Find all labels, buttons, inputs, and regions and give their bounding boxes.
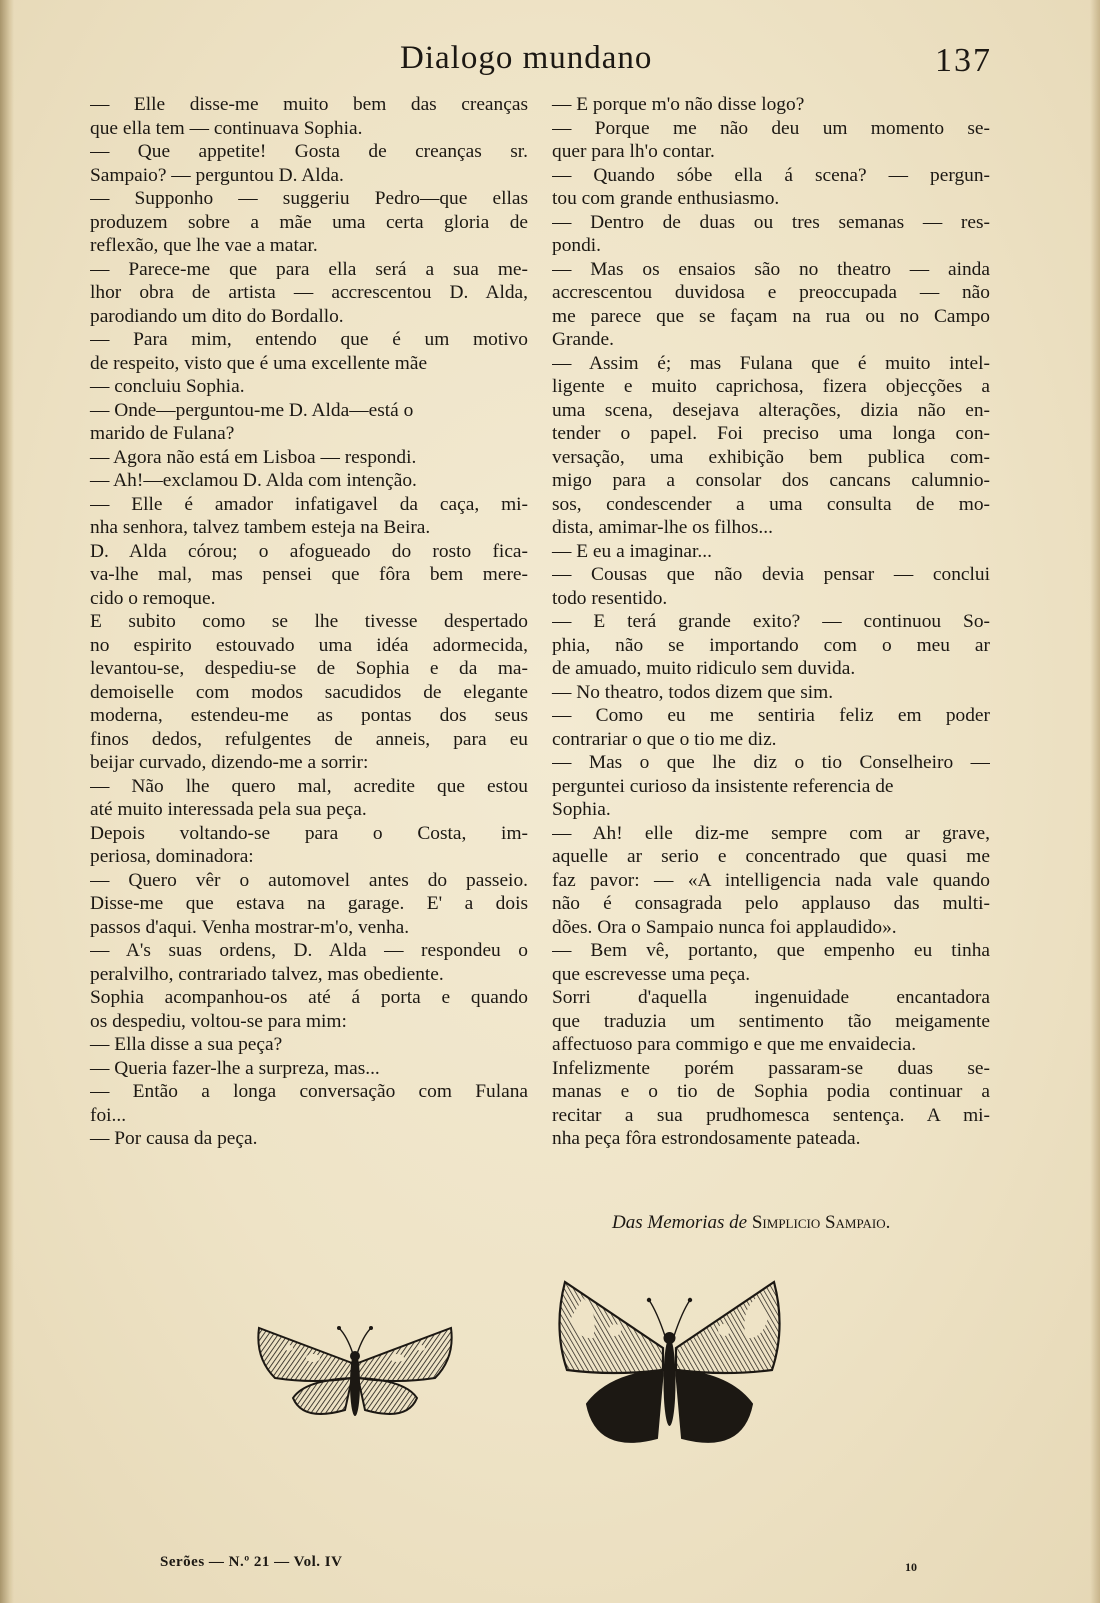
text-line: de respeito, visto que é uma excellente mãe [90, 352, 428, 374]
text-line: marido de Fulana? [90, 423, 235, 444]
text-line: va-lhe mal, mas pensei que fôra bem mere- [90, 564, 528, 585]
text-line: — E porque m'o não disse logo? [552, 94, 805, 115]
text-line: demoiselle com modos sacudidos de elegante [90, 681, 528, 703]
text-line: Depois voltando-se para o Costa, im- [90, 822, 528, 844]
issue-footer: Serões — N.º 21 — Vol. IV [160, 1554, 343, 1570]
text-line: — A's suas ordens, D. Alda — respondeu o [90, 940, 528, 961]
text-line: phia, não se importando com o meu ar [552, 634, 990, 656]
text-line: aquelle ar serio e concentrado que quasi me [552, 846, 990, 867]
text-line: dões. Ora o Sampaio nunca foi applaudido». [552, 916, 897, 938]
text-line: peralvilho, contrariado talvez, mas obediente. [90, 963, 444, 985]
text-line: de amuado, muito ridiculo sem duvida. [552, 658, 856, 679]
signature-prefix: Das Memorias de [612, 1212, 748, 1233]
text-line: que escrevesse uma peça. [552, 963, 751, 985]
text-line: — Assim é; mas Fulana que é muito intel- [552, 352, 990, 374]
text-line: migo para a consolar dos cancans calumnio- [552, 470, 990, 491]
text-line: — No theatro, todos dizem que sim. [552, 681, 834, 703]
text-line: — Parece-me que para ella será a sua me- [90, 258, 528, 280]
text-line: — Ella disse a sua peça? [90, 1034, 283, 1055]
text-line: — Bem vê, portanto, que empenho eu tinha [552, 940, 990, 961]
text-line: Infelizmente porém passaram-se duas se- [552, 1057, 990, 1079]
butterfly-illustration-right [553, 1278, 786, 1460]
text-line: dista, amimar-lhe os filhos... [552, 517, 773, 538]
text-column-right [552, 93, 990, 1151]
text-line: passos d'aqui. Venha mostrar-m'o, venha. [90, 916, 410, 938]
text-line: recitar a sua prudhomesca sentença. A mi- [552, 1104, 990, 1126]
text-line: Sophia. [552, 799, 611, 820]
text-line: — Como eu me sentiria feliz em poder [552, 705, 990, 726]
text-line: tender o papel. Foi preciso uma longa con- [552, 423, 990, 444]
text-line: beijar curvado, dizendo-me a sorrir: [90, 752, 369, 773]
signature-author: Simplicio Sampaio. [751, 1212, 891, 1233]
text-line: — Quero vêr o automovel antes do passeio. [90, 869, 528, 891]
text-line: E subito como se lhe tivesse despertado [90, 611, 528, 632]
text-line: Disse-me que estava na garage. E' a dois [90, 893, 528, 914]
running-title: Dialogo mundano [400, 40, 653, 76]
text-line: — Quando sóbe ella á scena? — pergun- [552, 164, 990, 186]
text-line: levantou-se, despediu-se de Sophia e da ma- [90, 658, 528, 679]
signature-mark: 10 [905, 1560, 917, 1574]
page-number: 137 [935, 42, 992, 79]
text-line: — Agora não está em Lisboa — respondi. [90, 446, 417, 468]
text-line: que traduzia um sentimento tão meigamente [552, 1010, 990, 1032]
text-line: — Mas os ensaios são no theatro — ainda [552, 258, 990, 280]
text-line: manas e o tio de Sophia podia continuar a [552, 1081, 990, 1102]
page-edge-left [0, 0, 14, 1603]
text-line: ligente e muito caprichosa, fizera objecções a [552, 376, 990, 397]
text-line: — Que appetite! Gosta de creanças sr. [90, 141, 528, 162]
text-line: versação, uma exhibição bem publica com- [552, 446, 990, 468]
text-line: finos dedos, refulgentes de anneis, para eu [90, 728, 528, 750]
text-line: faz pavor: — «A intelligencia nada vale quando [552, 869, 990, 891]
text-line: todo resentido. [552, 587, 668, 609]
text-line: pondi. [552, 235, 602, 256]
text-line: — Não lhe quero mal, acredite que estou [90, 775, 528, 797]
text-line: que ella tem — continuava Sophia. [90, 117, 363, 139]
text-line: affectuoso para commigo e que me envaidecia. [552, 1034, 917, 1055]
text-line: D. Alda córou; o afogueado do rosto fica- [90, 540, 528, 562]
text-line: — Porque me não deu um momento se- [552, 117, 990, 139]
text-line: — Queria fazer-lhe a surpreza, mas... [90, 1057, 380, 1079]
text-line: não é consagrada pelo applauso das multi- [552, 893, 990, 914]
text-line: sos, condescender a uma consulta de mo- [552, 493, 990, 515]
text-column-left [90, 93, 528, 1151]
text-line: Sorri d'aquella ingenuidade encantadora [552, 987, 990, 1008]
text-line: no espirito estouvado uma idéa adormecida, [90, 634, 528, 656]
text-line: Sampaio? — perguntou D. Alda. [90, 164, 344, 186]
text-line: quer para lh'o contar. [552, 141, 715, 162]
text-line: periosa, dominadora: [90, 846, 254, 867]
text-line: nha senhora, talvez tambem esteja na Beira. [90, 517, 431, 538]
text-line: lhor obra de artista — accrescentou D. Alda, [90, 282, 528, 303]
text-line: — Cousas que não devia pensar — conclui [552, 564, 990, 585]
text-line: Sophia acompanhou-os até á porta e quando [90, 987, 528, 1008]
text-line: até muito interessada pela sua peça. [90, 799, 367, 820]
text-line: — Para mim, entendo que é um motivo [90, 329, 528, 350]
text-line: — Dentro de duas ou tres semanas — res- [552, 211, 990, 233]
text-line: me parece que se façam na rua ou no Campo [552, 305, 990, 327]
text-line: — Ah! elle diz-me sempre com ar grave, [552, 822, 990, 844]
text-line: accrescentou duvidosa e preoccupada — não [552, 282, 990, 303]
text-line: — E terá grande exito? — continuou So- [552, 611, 990, 632]
article-signature [612, 1212, 952, 1234]
text-line: — Elle é amador infatigavel da caça, mi- [90, 493, 528, 515]
text-line: — Supponho — suggeriu Pedro—que ellas [90, 188, 528, 209]
text-line: — Mas o que lhe diz o tio Conselheiro — [552, 752, 990, 773]
text-line: parodiando um dito do Bordallo. [90, 305, 344, 327]
text-line: produzem sobre a mãe uma certa gloria de [90, 211, 528, 233]
text-line: — E eu a imaginar... [552, 540, 712, 562]
text-line: moderna, estendeu-me as pontas dos seus [90, 705, 528, 726]
text-line: tou com grande enthusiasmo. [552, 188, 780, 209]
text-line: os despediu, voltou-se para mim: [90, 1010, 347, 1032]
text-line: — Por causa da peça. [90, 1128, 258, 1149]
butterfly-illustration-left [255, 1318, 455, 1430]
text-line: perguntei curioso da insistente referencia de [552, 775, 894, 797]
text-line: Grande. [552, 329, 614, 350]
text-line: uma scena, desejava alterações, dizia não en- [552, 399, 990, 421]
text-line: — Ah!—exclamou D. Alda com intenção. [90, 470, 417, 491]
text-line: — concluiu Sophia. [90, 376, 245, 397]
text-line: foi... [90, 1104, 127, 1126]
text-line: — Então a longa conversação com Fulana [90, 1081, 528, 1102]
text-line: nha peça fôra estrondosamente pateada. [552, 1128, 861, 1149]
text-line: contrariar o que o tio me diz. [552, 728, 777, 750]
page-edge-right [1090, 0, 1100, 1603]
text-line: reflexão, que lhe vae a matar. [90, 235, 318, 256]
text-line: cido o remoque. [90, 587, 216, 609]
text-line: — Onde—perguntou-me D. Alda—está o [90, 399, 414, 421]
text-line: — Elle disse-me muito bem das creanças [90, 94, 528, 115]
